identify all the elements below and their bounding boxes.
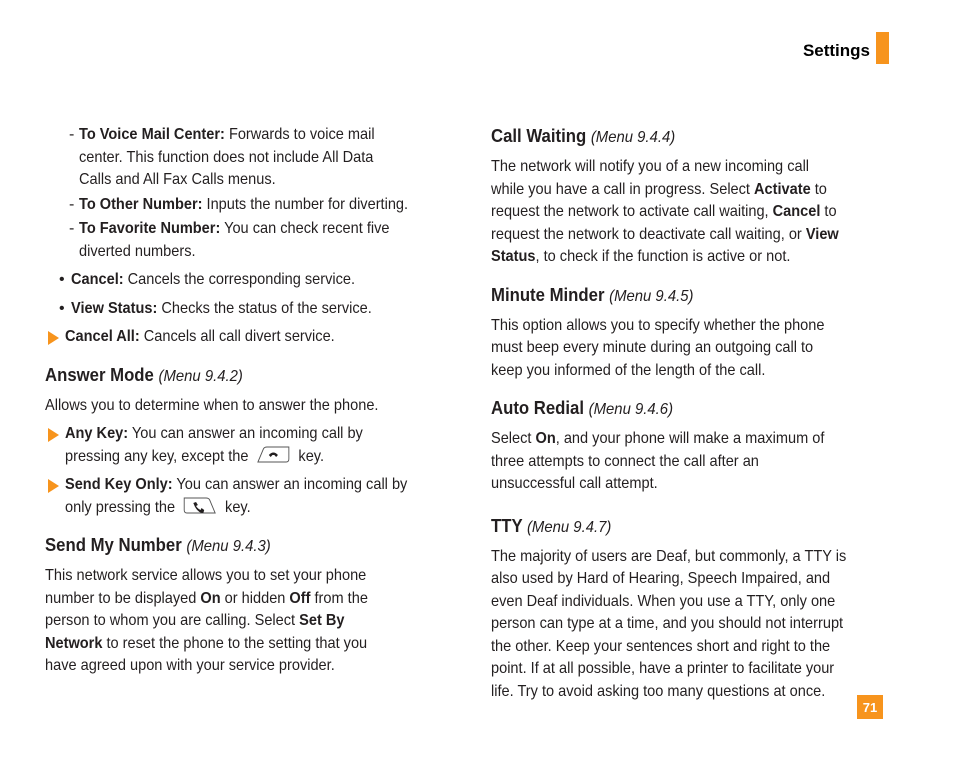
arrow-item-send-key-only: Send Key Only: You can answer an incoming call by only pressing the key.	[45, 474, 445, 519]
section-title-answer-mode: Answer Mode (Menu 9.4.2)	[45, 364, 243, 385]
send-my-number-body: This network service allows you to set your phone number to be displayed On or hidden Off from the person to whom you are calling. Select Set By Network to reset the phone to the setting that you have agreed upon with your service provider.	[45, 567, 368, 674]
arrow-item-cancel-all: Cancel All: Cancels all call divert service.	[45, 326, 445, 349]
bullet-cancel: • Cancel: Cancels the corresponding service.	[45, 269, 445, 292]
auto-redial-body: Select On, and your phone will make a maximum of three attempts to connect the call after an unsuccessful call attempt.	[491, 430, 825, 492]
call-waiting-body: The network will notify you of a new incoming call while you have a call in progress. Select Activate to request the network to activate call waiting, Cancel to request the network to deactivate call waiting, or View Status, to check if the function is active or not.	[491, 158, 839, 265]
dash-mark: -	[69, 195, 75, 213]
page-number: 71	[857, 695, 883, 719]
send-key-icon	[183, 497, 218, 515]
orange-arrow-icon	[48, 428, 59, 442]
minute-minder-body: This option allows you to specify whether the phone must beep every minute during an outgoing call to keep you informed of the length of the call.	[491, 316, 825, 379]
orange-arrow-icon	[48, 479, 59, 493]
dash-mark: -	[69, 220, 75, 237]
section-title-send-my-number: Send My Number (Menu 9.4.3)	[45, 535, 271, 555]
dash-item-other-number: - To Other Number: Inputs the number for diverting.	[45, 194, 445, 217]
section-title-call-waiting: Call Waiting (Menu 9.4.4)	[491, 126, 676, 146]
end-key-icon	[256, 446, 291, 464]
arrow-item-any-key: Any Key: You can answer an incoming call by pressing any key, except the key.	[45, 423, 445, 468]
header-title: Settings	[802, 41, 870, 60]
dash-item-favorite-number: - To Favorite Number: You can check recent five diverted numbers.	[69, 220, 390, 260]
bullet-mark: •	[59, 299, 65, 317]
tty-body: The majority of users are Deaf, but commonly, a TTY is also used by Hard of Hearing, Speech Impaired, and even Deaf individuals. When you use a TTY, only one person can type at a time, and you should not interrupt the other. Keep your sentences short and right to the point. If at all possible, have a printer to facilitate your life. Try to avoid asking too many questions at once.	[491, 547, 847, 700]
dash-mark: -	[69, 126, 75, 143]
bullet-mark: •	[59, 271, 65, 288]
section-title-auto-redial: Auto Redial (Menu 9.4.6)	[491, 398, 674, 418]
bullet-view-status: • View Status: Checks the status of the service.	[45, 298, 445, 321]
left-column	[45, 124, 445, 678]
answer-mode-intro: Allows you to determine when to answer the phone.	[45, 396, 379, 414]
header-tab	[876, 32, 889, 64]
dash-item-voice-mail: - To Voice Mail Center: Forwards to voice mail center. This function does not include All Data Calls and All Fax Calls menus.	[69, 126, 375, 188]
section-title-minute-minder: Minute Minder (Menu 9.4.5)	[491, 284, 694, 305]
right-column	[491, 124, 891, 703]
section-title-tty: TTY (Menu 9.4.7)	[491, 515, 612, 536]
orange-arrow-icon	[48, 331, 59, 345]
